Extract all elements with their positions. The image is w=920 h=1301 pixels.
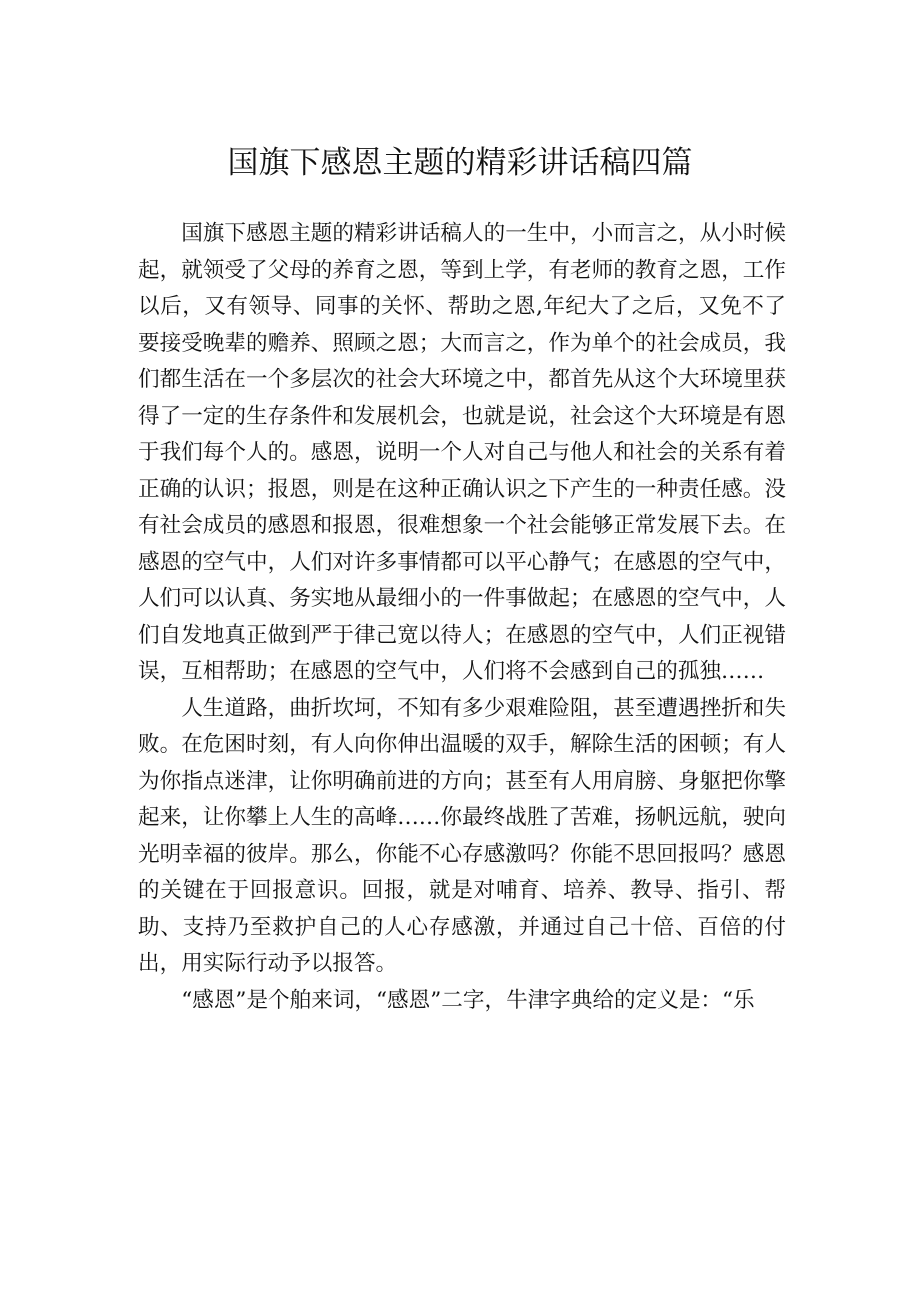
document-title: 国旗下感恩主题的精彩讲话稿四篇 xyxy=(227,144,693,181)
paragraph-3: “感恩”是个舶来词，“感恩”二字，牛津字典给的定义是：“乐 xyxy=(181,987,755,1013)
document-body xyxy=(138,216,786,1019)
paragraph-2: 人生道路，曲折坎坷，不知有多少艰难险阻，甚至遭遇挫折和失败。在危困时刻，有人向你伸出温暖的双手，解除生活的困顿；有人为你指点迷津，让你明确前进的方向；甚至有人用肩膀、身躯把你擎起来，让你攀上人生的高峰……你最终战胜了苦难，扬帆远航，驶向光明幸福的彼岸。那么，你能不心存感激吗？你能不思回报吗？感恩的关键在于回报意识。回报，就是对哺育、培养、教导、指引、帮助、支持乃至救护自己的人心存感激，并通过自己十倍、百倍的付出，用实际行动予以报答。 xyxy=(138,695,786,976)
paragraph-1: 国旗下感恩主题的精彩讲话稿人的一生中，小而言之，从小时候起，就领受了父母的养育之恩，等到上学，有老师的教育之恩，工作以后，又有领导、同事的关怀、帮助之恩,年纪大了之后，又免不了要接受晚辈的赡养、照顾之恩；大而言之，作为单个的社会成员，我们都生活在一个多层次的社会大环境之中，都首先从这个大环境里获得了一定的生存条件和发展机会，也就是说，社会这个大环境是有恩于我们每个人的。感恩，说明一个人对自己与他人和社会的关系有着正确的认识；报恩，则是在这种正确认识之下产生的一种责任感。没有社会成员的感恩和报恩，很难想象一个社会能够正常发展下去。在感恩的空气中，人们对许多事情都可以平心静气；在感恩的空气中，人们可以认真、务实地从最细小的一件事做起；在感恩的空气中，人们自发地真正做到严于律己宽以待人；在感恩的空气中，人们正视错误，互相帮助；在感恩的空气中，人们将不会感到自己的孤独…… xyxy=(138,221,786,684)
